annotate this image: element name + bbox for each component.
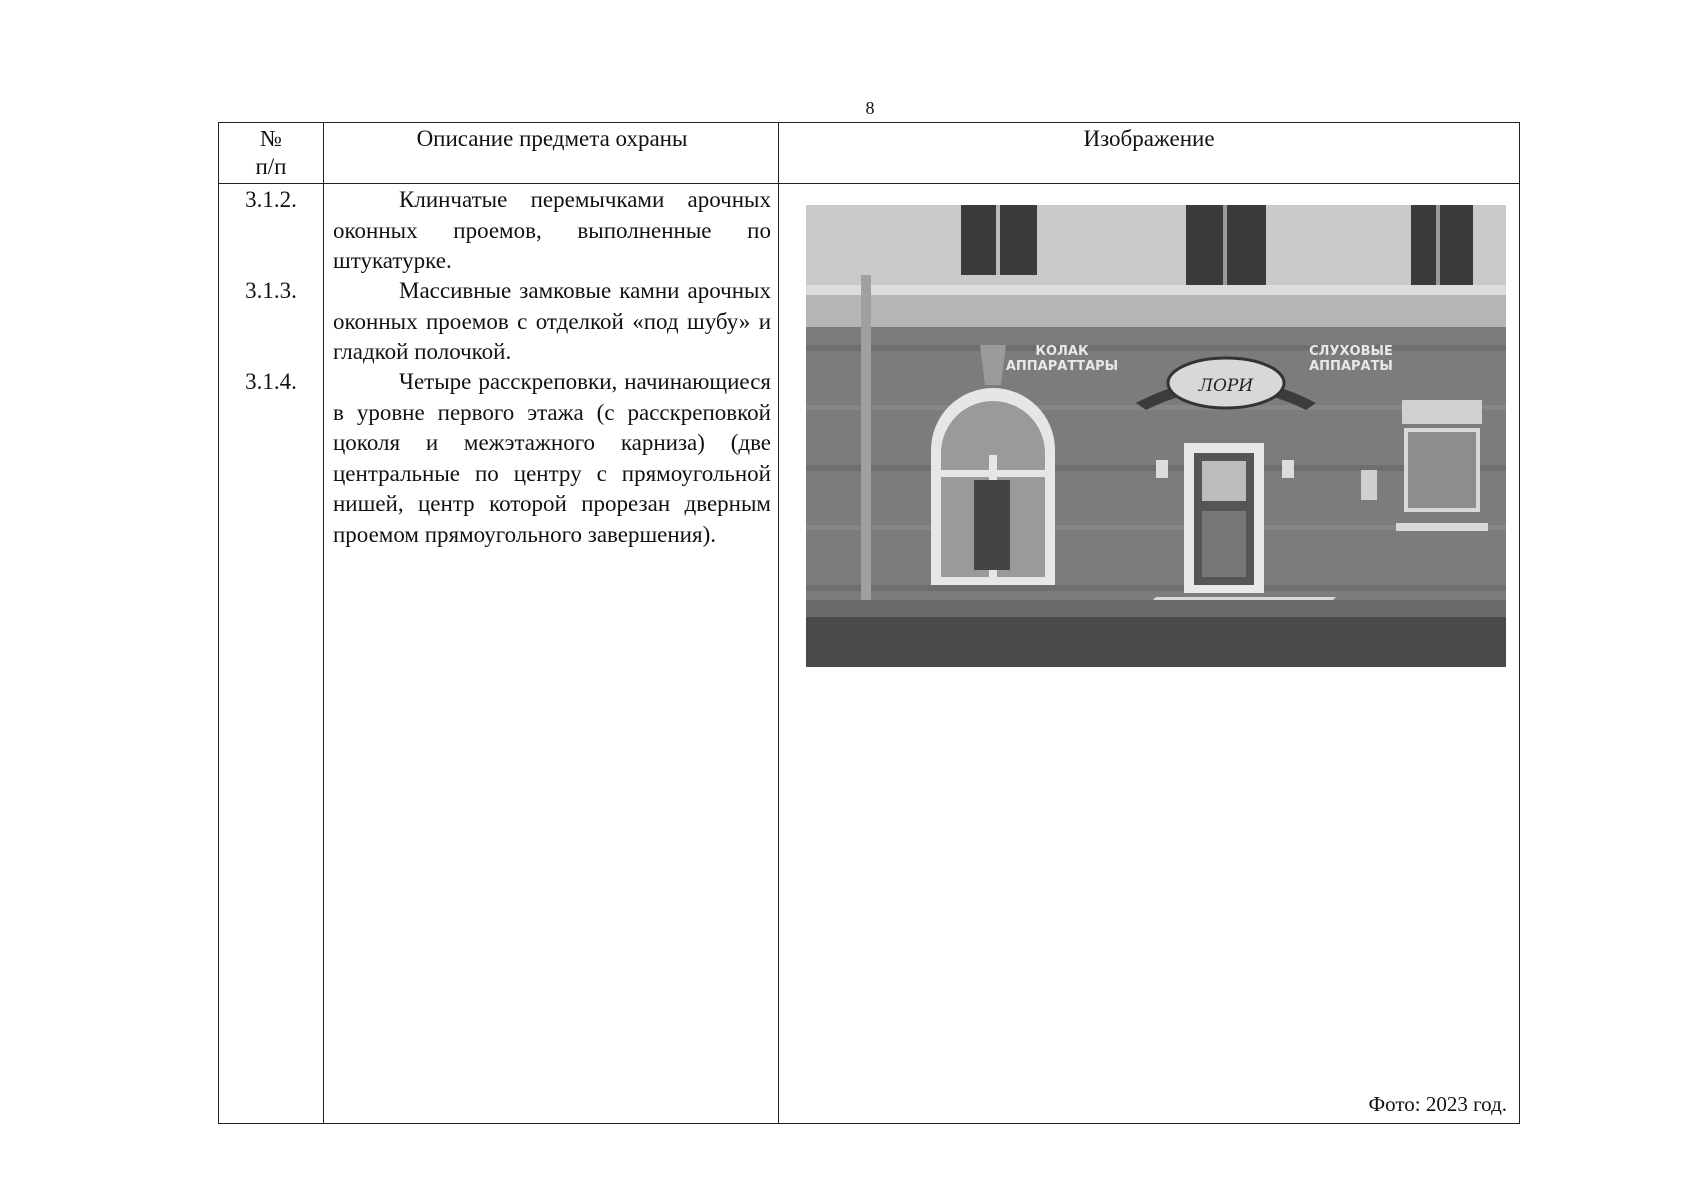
building-facade-photo — [806, 205, 1506, 667]
row-number: 3.1.2. — [245, 187, 297, 212]
cornice-band — [806, 295, 1506, 327]
row-description: Четыре расскреповки, начинающиеся в уровне первого этажа (с расскреповкой цоколя и межэтажного карниза) (две центральные по центру с прямоугольной нишей, центр которой прорезан дверным проемом прямоугольного завершения). — [333, 369, 771, 547]
header-number — [219, 123, 323, 185]
right-sign-line2: АППАРАТЫ — [1309, 359, 1393, 374]
row-number: 3.1.4. — [245, 369, 297, 394]
page-number: 8 — [865, 98, 875, 118]
left-sign-line1: КОЛАК — [1035, 344, 1089, 359]
pavement — [806, 617, 1506, 667]
row-description: Клинчатые перемычками арочных оконных проемов, выполненные по штукатурке. — [333, 187, 771, 273]
plinth — [806, 600, 1506, 617]
header-image: Изображение — [1083, 126, 1215, 151]
header-description: Описание предмета охраны — [416, 126, 688, 151]
row-description: Массивные замковые камни арочных оконных проемов с отделкой «под шубу» и гладкой полочкой. — [333, 278, 771, 364]
drainpipe — [861, 275, 871, 605]
header-number-symbol: № — [260, 126, 282, 151]
facade-illustration — [806, 205, 1506, 667]
column-divider — [323, 123, 324, 1123]
protection-table — [218, 122, 1520, 1124]
cornice — [806, 285, 1506, 295]
center-sign-text: ЛОРИ — [1198, 376, 1254, 396]
upper-window — [1411, 205, 1473, 285]
right-sign-line1: СЛУХОВЫЕ — [1309, 344, 1393, 359]
column-divider — [778, 123, 779, 1123]
photo-caption: Фото: 2023 год. — [1368, 1092, 1507, 1116]
header-number-abbrev: п/п — [255, 154, 287, 179]
row-number: 3.1.3. — [245, 278, 297, 303]
left-sign-line2: АППАРАТТАРЫ — [1005, 359, 1119, 374]
right-window — [1406, 430, 1478, 510]
